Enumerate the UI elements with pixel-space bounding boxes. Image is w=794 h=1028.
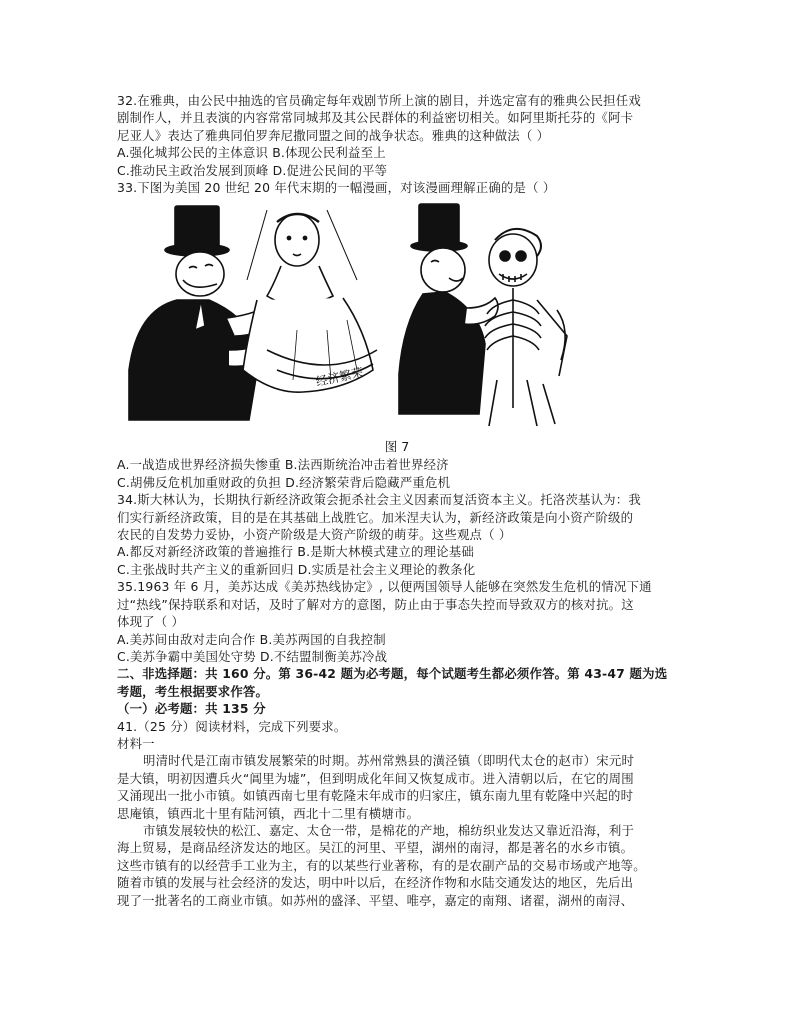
question-33	[117, 179, 677, 491]
exam-page	[117, 92, 677, 909]
q32-options-ab: A.强化城邦公民的主体意识 B.体现公民利益至上	[117, 145, 386, 161]
question-32	[117, 92, 677, 179]
question-35	[117, 578, 677, 665]
material-line: 随着市镇的发展与社会经济的发达，明中叶以后，在经济作物和水陆交通发达的地区，先后出	[117, 875, 634, 891]
q35-line: 体现了（ ）	[117, 614, 185, 630]
q35-options-cd: C.美苏争霸中美国处守势 D.不结盟制衡美苏冷战	[117, 648, 388, 664]
material-line: 是大镇，明初因遭兵火“阊里为墟”，但到明成化年间又恢复成市。进入清朝以后，在它的周围	[117, 770, 634, 786]
material-line: 又涌现出一批小市镇。如镇西南七里有乾隆末年成市的归家庄，镇东南九里有乾隆中兴起的时	[117, 788, 634, 804]
q33-stem: 33.下图为美国 20 世纪 20 年代末期的一幅漫画，对该漫画理解正确的是（ ）	[117, 180, 556, 196]
q34-line: 农民的自发势力妥协，小资产阶级是大资产阶级的萌芽。这些观点（ ）	[117, 527, 512, 543]
businessman-right	[399, 204, 498, 414]
q32-line: 尼亚人》表达了雅典同伯罗奔尼撒同盟之间的战争状态。雅典的这种做法（ ）	[117, 127, 550, 143]
sub-heading: （一）必考题：共 135 分	[117, 701, 266, 717]
q34-line: 们实行新经济政策，目的是在其基础上战胜它。加米涅夫认为，新经济政策是向小资产阶级的	[117, 509, 634, 525]
section-non-choice	[117, 665, 677, 717]
material-line: 这些市镇有的以经营手工业为主，有的以某些行业著称，有的是农副产品的交易市场或产地等。	[117, 857, 646, 873]
q35-line: 过“热线”保持联系和对话，及时了解对方的意图，防止由于事态失控而导致双方的核对抗。这	[117, 596, 634, 612]
material-line: 明清时代是江南市镇发展繁荣的时期。苏州常熟县的潢泾镇（即明代太仓的赵市）宋元时	[143, 753, 635, 769]
cartoon-sash-label: 经济繁荣	[314, 365, 365, 390]
q32-options-cd: C.推动民主政治发展到顶峰 D.促进公民间的平等	[117, 162, 388, 178]
material-line: 海上贸易，是商品经济发达的地区。吴江的河里、平望，湖州的南浔，都是著名的水乡市镇。	[117, 840, 634, 856]
section-heading: 考题，考生根据要求作答。	[117, 683, 269, 699]
material-line: 市镇发展较快的松江、嘉定、太仓一带，是棉花的产地，棉纺织业发达又靠近沿海，利于	[143, 822, 635, 838]
section-heading: 二、非选择题：共 160 分。第 36-42 题为必考题，每个试题考生都必须作答。第 43-47 题为选	[117, 666, 668, 682]
q33-options-ab: A.一战造成世界经济损失惨重 B.法西斯统治冲击着世界经济	[117, 457, 449, 473]
cartoon-figure	[117, 200, 677, 436]
material-label: 材料一	[117, 735, 155, 751]
q33-options-cd: C.胡佛反危机加重财政的负担 D.经济繁荣背后隐藏严重危机	[117, 474, 451, 490]
question-34	[117, 491, 677, 578]
q35-options-ab: A.美苏间由敌对走向合作 B.美苏两国的自我控制	[117, 631, 386, 647]
figure-caption: 图 7	[384, 439, 410, 455]
q32-line: 剧制作人，并且表演的内容常常同城邦及其公民群体的利益密切相关。如阿里斯托芬的《阿卡	[117, 110, 634, 126]
bride	[243, 210, 377, 392]
question-41	[117, 718, 677, 909]
q34-options-cd: C.主张战时共产主义的重新回归 D.实质是社会主义理论的教条化	[117, 561, 476, 577]
q34-options-ab: A.都反对新经济政策的普遍推行 B.是斯大林模式建立的理论基础	[117, 544, 474, 560]
cartoon-illustration	[117, 200, 677, 436]
material-line: 现了一批著名的工商业市镇。如苏州的盛泽、平望、唯亭，嘉定的南翔、诸翟，湖州的南浔、	[117, 892, 634, 908]
q35-line: 35.1963 年 6 月，美苏达成《美苏热线协定》, 以便两国领导人能够在突然发生危机的情况下通	[117, 579, 652, 595]
q41-stem: 41.（25 分）阅读材料，完成下列要求。	[117, 718, 347, 734]
material-line: 思庵镇，镇西北十里有陆河镇，西北十二里有横塘市。	[117, 805, 420, 821]
q34-line: 34.斯大林认为，长期执行新经济政策会扼杀社会主义因素而复活资本主义。托洛茨基认为：我	[117, 492, 641, 508]
q32-line: 32.在雅典，由公民中抽选的官员确定每年戏剧节所上演的剧目，并选定富有的雅典公民担任戏	[117, 93, 641, 108]
skeleton	[485, 229, 567, 426]
